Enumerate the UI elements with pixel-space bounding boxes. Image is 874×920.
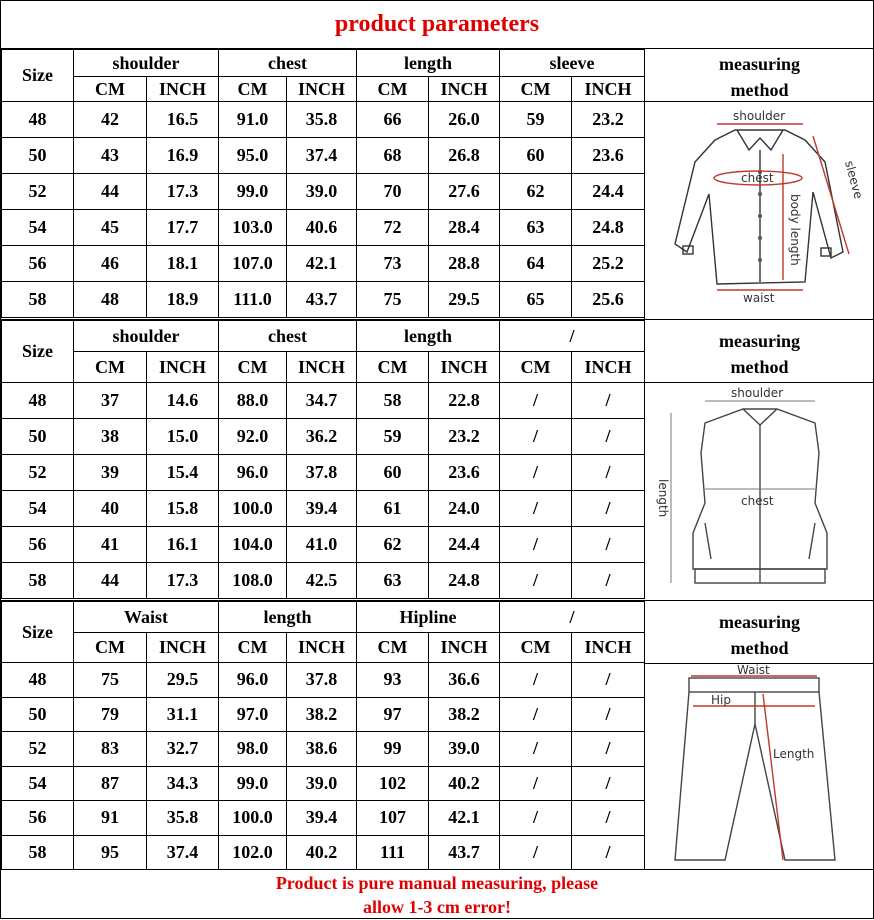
measure-cell: 44 — [74, 174, 147, 210]
measure-cell: 99 — [357, 732, 429, 767]
measure-cell: 36.2 — [287, 419, 357, 455]
diagram-label-chest: chest — [741, 494, 774, 508]
measure-cell: 38.2 — [429, 697, 500, 732]
measure-cell: 17.3 — [147, 563, 219, 599]
measure-cell: 102.0 — [219, 835, 287, 870]
measure-cell: 16.5 — [147, 102, 219, 138]
column-group-header: Waist — [74, 602, 219, 633]
size-cell: 52 — [2, 732, 74, 767]
measure-cell: 96.0 — [219, 455, 287, 491]
vest-illustration — [645, 383, 874, 598]
measure-cell: / — [500, 383, 572, 419]
measure-cell: 26.8 — [429, 138, 500, 174]
jacket-diagram — [645, 101, 874, 320]
pants-illustration — [645, 664, 874, 869]
measure-cell: 60 — [357, 455, 429, 491]
measure-cell: 24.4 — [429, 527, 500, 563]
measure-cell: 93 — [357, 663, 429, 698]
table-row — [2, 282, 645, 318]
jacket-illustration — [645, 102, 874, 302]
measure-cell: 68 — [357, 138, 429, 174]
unit-cm-header: CM — [357, 633, 429, 663]
size-cell: 54 — [2, 766, 74, 801]
measure-cell: / — [500, 419, 572, 455]
measure-cell: 60 — [500, 138, 572, 174]
pants-diagram — [645, 663, 874, 870]
unit-inch-header: INCH — [429, 352, 500, 383]
measure-cell: 45 — [74, 210, 147, 246]
measure-cell: 38 — [74, 419, 147, 455]
size-cell: 50 — [2, 138, 74, 174]
measure-cell: 28.8 — [429, 246, 500, 282]
measure-cell: 35.8 — [147, 801, 219, 836]
measure-cell: 34.3 — [147, 766, 219, 801]
measure-cell: 87 — [74, 766, 147, 801]
measuring-method-vest — [644, 320, 874, 599]
unit-cm-header: CM — [500, 352, 572, 383]
measuring-method-heading: measuring method — [719, 54, 800, 100]
table-row — [2, 766, 645, 801]
measure-cell: 24.0 — [429, 491, 500, 527]
measure-cell: 39.0 — [287, 766, 357, 801]
measure-cell: 48 — [74, 282, 147, 318]
measure-cell: 42.1 — [429, 801, 500, 836]
measuring-method-jacket — [644, 49, 874, 319]
size-cell: 48 — [2, 383, 74, 419]
unit-cm-header: CM — [357, 77, 429, 102]
measure-cell: 46 — [74, 246, 147, 282]
unit-cm-header: CM — [500, 77, 572, 102]
unit-cm-header: CM — [219, 633, 287, 663]
measure-cell: / — [500, 697, 572, 732]
measuring-method-heading: measuring method — [719, 331, 800, 377]
measure-cell: / — [500, 801, 572, 836]
size-cell: 58 — [2, 563, 74, 599]
measure-cell: 66 — [357, 102, 429, 138]
measure-cell: / — [572, 383, 645, 419]
measure-cell: 100.0 — [219, 491, 287, 527]
measure-cell: 15.8 — [147, 491, 219, 527]
unit-cm-header: CM — [219, 77, 287, 102]
page-title: product parameters — [1, 1, 873, 49]
size-cell: 48 — [2, 102, 74, 138]
unit-inch-header: INCH — [429, 77, 500, 102]
table-row — [2, 102, 645, 138]
measure-cell: / — [500, 835, 572, 870]
measure-cell: / — [500, 732, 572, 767]
measure-cell: / — [572, 663, 645, 698]
measure-cell: 37 — [74, 383, 147, 419]
size-cell: 54 — [2, 210, 74, 246]
size-table-jacket — [1, 49, 645, 318]
table-row — [2, 210, 645, 246]
column-group-header: length — [357, 50, 500, 77]
measure-cell: 37.4 — [147, 835, 219, 870]
measure-cell: 64 — [500, 246, 572, 282]
table-row — [2, 835, 645, 870]
measure-cell: 111 — [357, 835, 429, 870]
measure-cell: 43.7 — [287, 282, 357, 318]
size-header: Size — [2, 321, 74, 383]
measure-cell: 83 — [74, 732, 147, 767]
measure-cell: 22.8 — [429, 383, 500, 419]
measure-cell: 37.8 — [287, 663, 357, 698]
measure-cell: 23.6 — [572, 138, 645, 174]
measure-cell: 79 — [74, 697, 147, 732]
measure-cell: / — [500, 455, 572, 491]
table-row — [2, 246, 645, 282]
measure-cell: 41.0 — [287, 527, 357, 563]
measure-cell: 63 — [500, 210, 572, 246]
unit-inch-header: INCH — [429, 633, 500, 663]
measure-cell: 59 — [357, 419, 429, 455]
measure-cell: / — [572, 455, 645, 491]
size-cell: 50 — [2, 419, 74, 455]
measure-cell: 95 — [74, 835, 147, 870]
measure-cell: 40 — [74, 491, 147, 527]
measure-cell: 59 — [500, 102, 572, 138]
measure-cell: / — [572, 419, 645, 455]
diagram-label-chest: chest — [741, 171, 774, 185]
measure-cell: / — [572, 766, 645, 801]
measure-cell: / — [500, 527, 572, 563]
measure-cell: 31.1 — [147, 697, 219, 732]
measure-cell: / — [500, 663, 572, 698]
unit-inch-header: INCH — [572, 352, 645, 383]
diagram-label-shoulder: shoulder — [731, 386, 784, 400]
size-table-vest — [1, 320, 645, 599]
measure-cell: 70 — [357, 174, 429, 210]
measure-cell: 75 — [357, 282, 429, 318]
table-row — [2, 732, 645, 767]
measure-cell: 107 — [357, 801, 429, 836]
diagram-label-body-length: body length — [788, 194, 802, 266]
measure-cell: 73 — [357, 246, 429, 282]
measure-cell: 91 — [74, 801, 147, 836]
measure-cell: 42.1 — [287, 246, 357, 282]
measure-cell: 43.7 — [429, 835, 500, 870]
measure-cell: 75 — [74, 663, 147, 698]
measure-cell: / — [572, 563, 645, 599]
measure-cell: 95.0 — [219, 138, 287, 174]
measure-cell: 39.0 — [429, 732, 500, 767]
column-group-header: / — [500, 602, 645, 633]
measure-cell: 62 — [357, 527, 429, 563]
measure-cell: 62 — [500, 174, 572, 210]
table-row — [2, 663, 645, 698]
measure-cell: 98.0 — [219, 732, 287, 767]
measure-cell: 97.0 — [219, 697, 287, 732]
measure-cell: 18.1 — [147, 246, 219, 282]
measure-cell: 40.2 — [429, 766, 500, 801]
size-cell: 56 — [2, 246, 74, 282]
measure-cell: / — [500, 491, 572, 527]
diagram-label-length: length — [656, 479, 670, 518]
measure-cell: 41 — [74, 527, 147, 563]
measure-cell: 43 — [74, 138, 147, 174]
unit-inch-header: INCH — [572, 633, 645, 663]
measure-cell: / — [572, 527, 645, 563]
measure-cell: 108.0 — [219, 563, 287, 599]
table-row — [2, 491, 645, 527]
footer-note — [1, 869, 873, 920]
footer-line-1: Product is pure manual measuring, please — [275, 873, 599, 893]
measure-cell: 97 — [357, 697, 429, 732]
measure-cell: 16.1 — [147, 527, 219, 563]
measure-cell: 44 — [74, 563, 147, 599]
measure-cell: 28.4 — [429, 210, 500, 246]
measure-cell: 104.0 — [219, 527, 287, 563]
table-row — [2, 174, 645, 210]
measure-cell: 17.7 — [147, 210, 219, 246]
unit-cm-header: CM — [74, 77, 147, 102]
column-group-header: length — [357, 321, 500, 352]
measure-cell: 58 — [357, 383, 429, 419]
size-table-pants — [1, 601, 645, 870]
unit-inch-header: INCH — [287, 352, 357, 383]
unit-inch-header: INCH — [147, 352, 219, 383]
column-group-header: chest — [219, 321, 357, 352]
measure-cell: 15.4 — [147, 455, 219, 491]
measure-cell: 34.7 — [287, 383, 357, 419]
measure-cell: 16.9 — [147, 138, 219, 174]
measure-cell: 23.6 — [429, 455, 500, 491]
table-row — [2, 697, 645, 732]
vest-diagram — [645, 382, 874, 600]
measure-cell: 39 — [74, 455, 147, 491]
measure-cell: 40.2 — [287, 835, 357, 870]
diagram-label-waist: waist — [743, 291, 775, 302]
measure-cell: 40.6 — [287, 210, 357, 246]
size-header: Size — [2, 602, 74, 663]
measure-cell: 24.4 — [572, 174, 645, 210]
column-group-header: shoulder — [74, 321, 219, 352]
table-row — [2, 419, 645, 455]
table-row — [2, 527, 645, 563]
measure-cell: 99.0 — [219, 174, 287, 210]
measure-cell: 111.0 — [219, 282, 287, 318]
measure-cell: 103.0 — [219, 210, 287, 246]
measure-cell: 17.3 — [147, 174, 219, 210]
unit-inch-header: INCH — [147, 633, 219, 663]
size-cell: 56 — [2, 527, 74, 563]
column-group-header: length — [219, 602, 357, 633]
measure-cell: 39.4 — [287, 801, 357, 836]
measure-cell: 91.0 — [219, 102, 287, 138]
measure-cell: 37.4 — [287, 138, 357, 174]
measure-cell: 18.9 — [147, 282, 219, 318]
measure-cell: 38.2 — [287, 697, 357, 732]
measure-cell: 14.6 — [147, 383, 219, 419]
diagram-label-hip: Hip — [711, 693, 731, 707]
table-row — [2, 563, 645, 599]
size-cell: 52 — [2, 455, 74, 491]
column-group-header: / — [500, 321, 645, 352]
measure-cell: 42.5 — [287, 563, 357, 599]
measure-cell: / — [572, 835, 645, 870]
measure-cell: / — [572, 801, 645, 836]
measure-cell: 24.8 — [572, 210, 645, 246]
column-group-header: sleeve — [500, 50, 645, 77]
measure-cell: / — [572, 697, 645, 732]
measure-cell: 38.6 — [287, 732, 357, 767]
column-group-header: Hipline — [357, 602, 500, 633]
measure-cell: 72 — [357, 210, 429, 246]
measure-cell: 32.7 — [147, 732, 219, 767]
measure-cell: 27.6 — [429, 174, 500, 210]
diagram-label-length: Length — [773, 747, 815, 761]
diagram-label-sleeve: sleeve — [842, 159, 866, 201]
table-row — [2, 801, 645, 836]
measure-cell: 24.8 — [429, 563, 500, 599]
unit-inch-header: INCH — [287, 633, 357, 663]
table-row — [2, 383, 645, 419]
table-row — [2, 455, 645, 491]
table-row — [2, 138, 645, 174]
size-cell: 54 — [2, 491, 74, 527]
measuring-method-pants — [644, 601, 874, 869]
measure-cell: 65 — [500, 282, 572, 318]
measure-cell: 88.0 — [219, 383, 287, 419]
measure-cell: 39.0 — [287, 174, 357, 210]
column-group-header: chest — [219, 50, 357, 77]
measure-cell: 29.5 — [429, 282, 500, 318]
measure-cell: 42 — [74, 102, 147, 138]
unit-cm-header: CM — [357, 352, 429, 383]
measure-cell: / — [500, 563, 572, 599]
size-cell: 48 — [2, 663, 74, 698]
measure-cell: 107.0 — [219, 246, 287, 282]
measure-cell: 37.8 — [287, 455, 357, 491]
measure-cell: 25.2 — [572, 246, 645, 282]
measure-cell: / — [572, 732, 645, 767]
size-header: Size — [2, 50, 74, 102]
measure-cell: 26.0 — [429, 102, 500, 138]
measure-cell: 23.2 — [572, 102, 645, 138]
unit-cm-header: CM — [74, 633, 147, 663]
measure-cell: 63 — [357, 563, 429, 599]
size-cell: 52 — [2, 174, 74, 210]
unit-cm-header: CM — [74, 352, 147, 383]
unit-inch-header: INCH — [287, 77, 357, 102]
size-cell: 50 — [2, 697, 74, 732]
measure-cell: 35.8 — [287, 102, 357, 138]
size-cell: 58 — [2, 282, 74, 318]
size-cell: 58 — [2, 835, 74, 870]
measure-cell: 100.0 — [219, 801, 287, 836]
measure-cell: 102 — [357, 766, 429, 801]
diagram-label-waist: Waist — [737, 664, 770, 677]
measure-cell: 25.6 — [572, 282, 645, 318]
unit-cm-header: CM — [500, 633, 572, 663]
measure-cell: / — [500, 766, 572, 801]
footer-line-2: allow 1-3 cm error! — [362, 897, 512, 917]
measure-cell: 96.0 — [219, 663, 287, 698]
unit-inch-header: INCH — [572, 77, 645, 102]
unit-cm-header: CM — [219, 352, 287, 383]
column-group-header: shoulder — [74, 50, 219, 77]
measure-cell: 99.0 — [219, 766, 287, 801]
measure-cell: 61 — [357, 491, 429, 527]
diagram-label-shoulder: shoulder — [733, 109, 786, 123]
unit-inch-header: INCH — [147, 77, 219, 102]
measure-cell: 15.0 — [147, 419, 219, 455]
measure-cell: 39.4 — [287, 491, 357, 527]
measure-cell: 29.5 — [147, 663, 219, 698]
measure-cell: 92.0 — [219, 419, 287, 455]
measure-cell: / — [572, 491, 645, 527]
size-cell: 56 — [2, 801, 74, 836]
measuring-method-heading: measuring method — [719, 612, 800, 658]
measure-cell: 23.2 — [429, 419, 500, 455]
measure-cell: 36.6 — [429, 663, 500, 698]
